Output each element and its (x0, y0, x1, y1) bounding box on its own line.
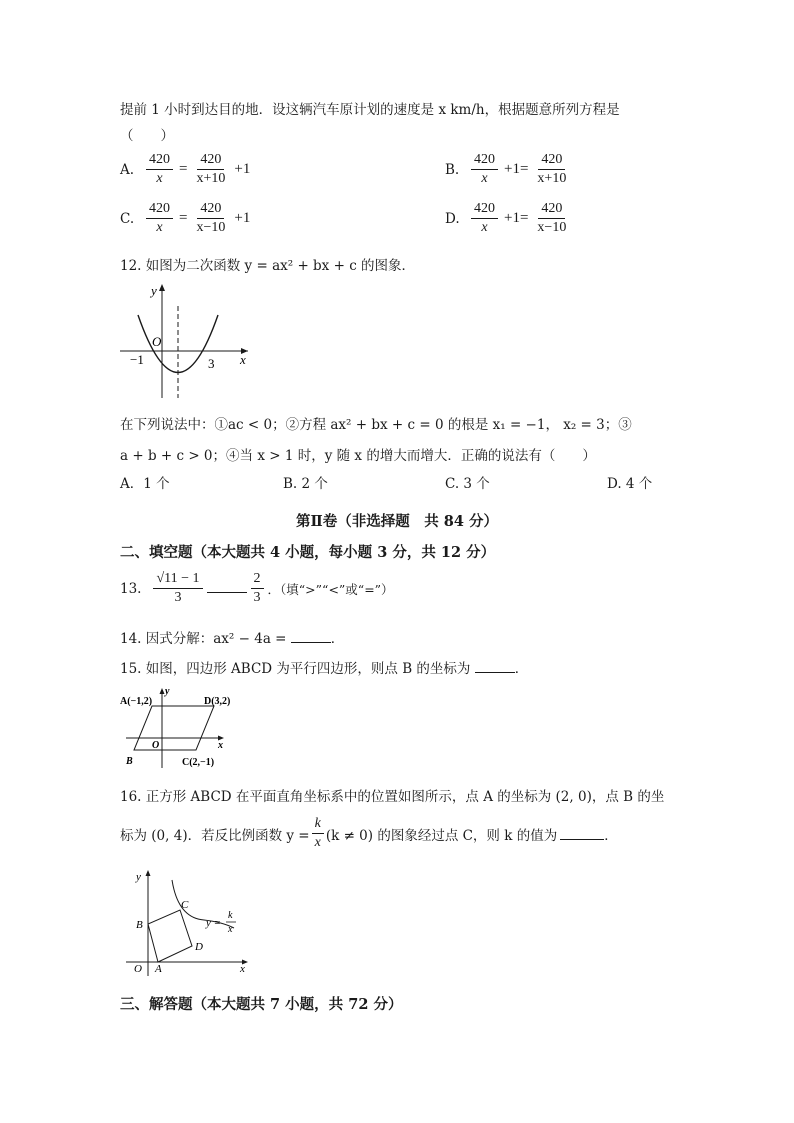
fraction: $\frac{420}{x+10}$ (537, 152, 567, 186)
square-abcd (148, 910, 192, 962)
y-axis-arrow (159, 284, 165, 291)
point-c-label: C(2,−1) (182, 757, 215, 768)
y-axis-arrow (146, 870, 151, 876)
q13-hint: ．（填“>”“<”或“=”） (267, 581, 394, 597)
q11-option-d: D. $\frac{420}{x}$ +1= $\frac{420}{x-10}$ (445, 200, 569, 237)
option-label: D. (445, 210, 460, 227)
part2-title: 第Ⅱ卷（非选择题 共 84 分） (296, 513, 498, 530)
answer-blank[interactable] (475, 660, 515, 673)
q11-paren: （ ） (120, 128, 174, 144)
section3-heading: 三、解答题（本大题共 7 小题，共 72 分） (120, 996, 403, 1013)
curve-k-label: k (228, 910, 233, 921)
q16-line2: 标为 (0, 4)．若反比例函数 y = $\frac{k}{x}$ (k ≠ 0) 的图象经过点 C，则 k 的值为 ． (120, 816, 618, 850)
fraction: $\frac{420}{x}$ (471, 200, 498, 237)
y-label: y (136, 871, 141, 883)
x-label: x (240, 352, 246, 367)
y-label: y (151, 283, 157, 298)
fraction: $\frac{420}{x}$ (146, 200, 173, 237)
curve-label: y = (206, 917, 222, 929)
origin-label: O (134, 963, 142, 975)
q16-line1: 16. 正方形 ABCD 在平面直角坐标系中的位置如图所示，点 A 的坐标为 (2, 0)，点 B 的坐 (120, 789, 665, 805)
fraction: $\frac{2}{3}$ (251, 570, 264, 607)
fraction: $\frac{k}{x}$ (312, 815, 324, 852)
fraction: $\frac{420}{x}$ (146, 151, 173, 188)
q12-parabola-graph (118, 280, 258, 400)
y-axis-arrow (160, 688, 165, 694)
q13 (120, 570, 394, 607)
point-a-label: A (155, 963, 162, 975)
x-label: x (218, 740, 223, 751)
q12-stem: 12. 如图为二次函数 y = ax² + bx + c 的图象． (120, 258, 416, 274)
fraction: $\frac{420}{x-10}$ (537, 201, 567, 235)
q12-option-d: D. 4 个 (607, 476, 653, 492)
q12-statements-line1: 在下列说法中：①ac < 0；②方程 ax² + bx + c = 0 的根是 x₁ = −1， x₂ = 3；③ (120, 417, 632, 433)
x-label: x (240, 963, 245, 975)
option-label: B. (445, 161, 460, 178)
point-b-label: B (136, 919, 143, 931)
point-a-label: A(−1,2) (120, 696, 153, 707)
answer-blank[interactable] (207, 580, 247, 593)
parallelogram-abcd (134, 706, 214, 750)
answer-blank[interactable] (291, 630, 331, 643)
y-label: y (165, 686, 170, 697)
q11-option-a: A. $\frac{420}{x}$ = $\frac{420}{x+10}$ +1 (120, 152, 251, 186)
origin-label: O (152, 740, 160, 751)
q13-number: 13. (120, 580, 142, 597)
fraction: $\frac{√11 - 1}{3}$ (153, 570, 202, 607)
root-neg1-label: −1 (130, 352, 144, 367)
option-label: C. (120, 210, 135, 227)
fraction: $\frac{420}{x}$ (471, 151, 498, 188)
q15: 15. 如图，四边形 ABCD 为平行四边形，则点 B 的坐标为 ． (120, 661, 529, 677)
q12-option-b: B. 2 个 (283, 476, 328, 492)
origin-label: O (152, 334, 162, 349)
q11-stem: 提前 1 小时到达目的地．设这辆汽车原计划的速度是 x km/h，根据题意所列方程是 (120, 102, 620, 118)
q14: 14. 因式分解：ax² − 4a = ． (120, 631, 345, 647)
q12-statements-line2: a + b + c > 0；④当 x > 1 时，y 随 x 的增大而增大．正确的说法有（ ） (120, 448, 596, 464)
root-3-label: 3 (208, 356, 215, 371)
point-b-label: B (126, 756, 133, 767)
q16-square-graph (118, 866, 258, 978)
fraction: $\frac{420}{x-10}$ (196, 201, 226, 235)
section2-heading: 二、填空题（本大题共 4 小题，每小题 3 分，共 12 分） (120, 544, 496, 561)
q15-parallelogram-graph (118, 684, 238, 770)
option-label: A. (120, 161, 135, 178)
point-c-label: C (181, 899, 189, 911)
q12-option-c: C. 3 个 (445, 476, 490, 492)
q12-option-a: A．1 个 (120, 476, 170, 492)
point-d-label: D (195, 941, 203, 953)
curve-x-label: x (228, 924, 233, 935)
point-d-label: D(3,2) (204, 696, 231, 707)
q11-option-c: C. $\frac{420}{x}$ = $\frac{420}{x-10}$ +1 (120, 201, 251, 235)
fraction: $\frac{420}{x+10}$ (196, 152, 226, 186)
q11-option-b: B. $\frac{420}{x}$ +1= $\frac{420}{x+10}$ (445, 151, 569, 188)
answer-blank[interactable] (560, 827, 604, 840)
